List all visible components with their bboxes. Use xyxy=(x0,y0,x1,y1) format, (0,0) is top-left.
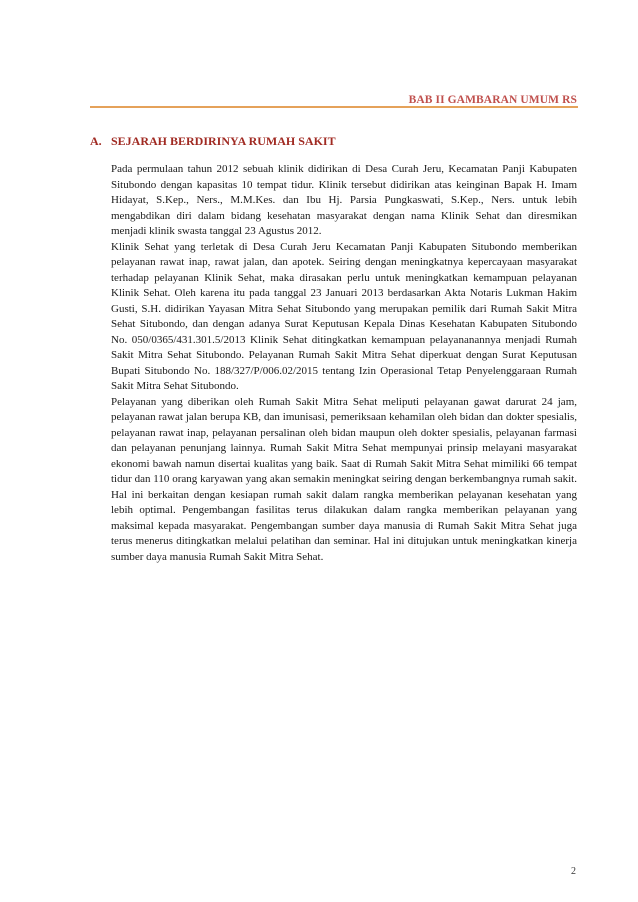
paragraph-history: Pada permulaan tahun 2012 sebuah klinik didirikan di Desa Curah Jeru, Kecamatan Panji Kabupaten Situbondo dengan kapasitas 10 tempat tidur. Klinik tersebut didirikan atas keinginan Bapak H. Imam Hidayat, S.Kep., Ners., M.M.Kes. dan Ibu Hj. Parsia Pungkaswati, S.Kep., Ners. untuk lebih mengabdikan diri dalam bidang kesehatan masyarakat dengan nama Klinik Sehat dan diresmikan menjadi klinik swasta tanggal 23 Agustus 2012. xyxy=(111,163,577,237)
section-heading xyxy=(90,134,336,149)
section-title: SEJARAH BERDIRINYA RUMAH SAKIT xyxy=(111,134,336,148)
page-number: 2 xyxy=(571,866,576,877)
section-body xyxy=(111,162,577,565)
paragraph-services: Pelayanan yang diberikan oleh Rumah Sakit Mitra Sehat meliputi pelayanan gawat darurat 24 jam, pelayanan rawat jalan berupa KB, dan imunisasi, pemeriksaan kehamilan oleh bidan dan dokter spesialis, pelayanan rawat inap, pelayanan persalinan oleh bidan maupun oleh dokter spesialis, pelayanan farmasi dan pelayanan penunjang lainnya. Rumah Sakit Mitra Sehat mempunyai prinsip melayani masyarakat ekonomi bawah namun disertai kualitas yang baik. Saat di Rumah Sakit Mitra Sehat mimiliki 66 tempat tidur dan 110 orang karyawan yang akan semakin meningkat seiring dengan berkembangnya rumah sakit. Hal ini berkaitan dengan kesiapan rumah sakit dalam rangka memberikan pelayanan kesehatan yang lebih optimal. Pengembangan fasilitas terus dilakukan dalam rangka memberikan pelayanan yang maksimal kepada masyarakat. Pengembangan sumber daya manusia di Rumah Sakit Mitra Sehat juga terus menerus ditingkatkan melalui pelatihan dan seminar. Hal ini ditujukan untuk meningkatkan kinerja sumber daya manusia Rumah Sakit Mitra Sehat. xyxy=(111,395,577,563)
header-divider xyxy=(90,106,578,108)
chapter-header-title: BAB II GAMBARAN UMUM RS xyxy=(408,94,577,106)
paragraph-development: Klinik Sehat yang terletak di Desa Curah Jeru Kecamatan Panji Kabupaten Situbondo memberikan pelayanan rawat inap, rawat jalan, dan apotek. Seiring dengan meningkatnya kepercayaan masyarakat terhadap pelayanan Klinik Sehat, maka dirasakan perlu untuk meningkatkan kemampuan pelayanan Klinik Sehat. Oleh karena itu pada tanggal 23 Januari 2013 berdasarkan Akta Notaris Lukman Hakim Gusti, S.H. didirikan Yayasan Mitra Sehat Situbondo yang merupakan pemilik dari Rumah Sakit Mitra Sehat Situbondo, dan dengan adanya Surat Keputusan Kepala Dinas Kesehatan Kabupaten Situbondo No. 050/0365/431.301.5/2013 Klinik Sehat ditingkatkan kemampuan pelayananannya menjadi Rumah Sakit Mitra Sehat Situbondo. Pelayanan Rumah Sakit Mitra Sehat diperkuat dengan Surat Keputusan Bupati Situbondo No. 188/327/P/006.02/2015 tentang Izin Operasional Tetap Penyelenggaraan Rumah Sakit Mitra Sehat Situbondo. xyxy=(111,240,577,392)
section-letter: A. xyxy=(90,134,102,148)
